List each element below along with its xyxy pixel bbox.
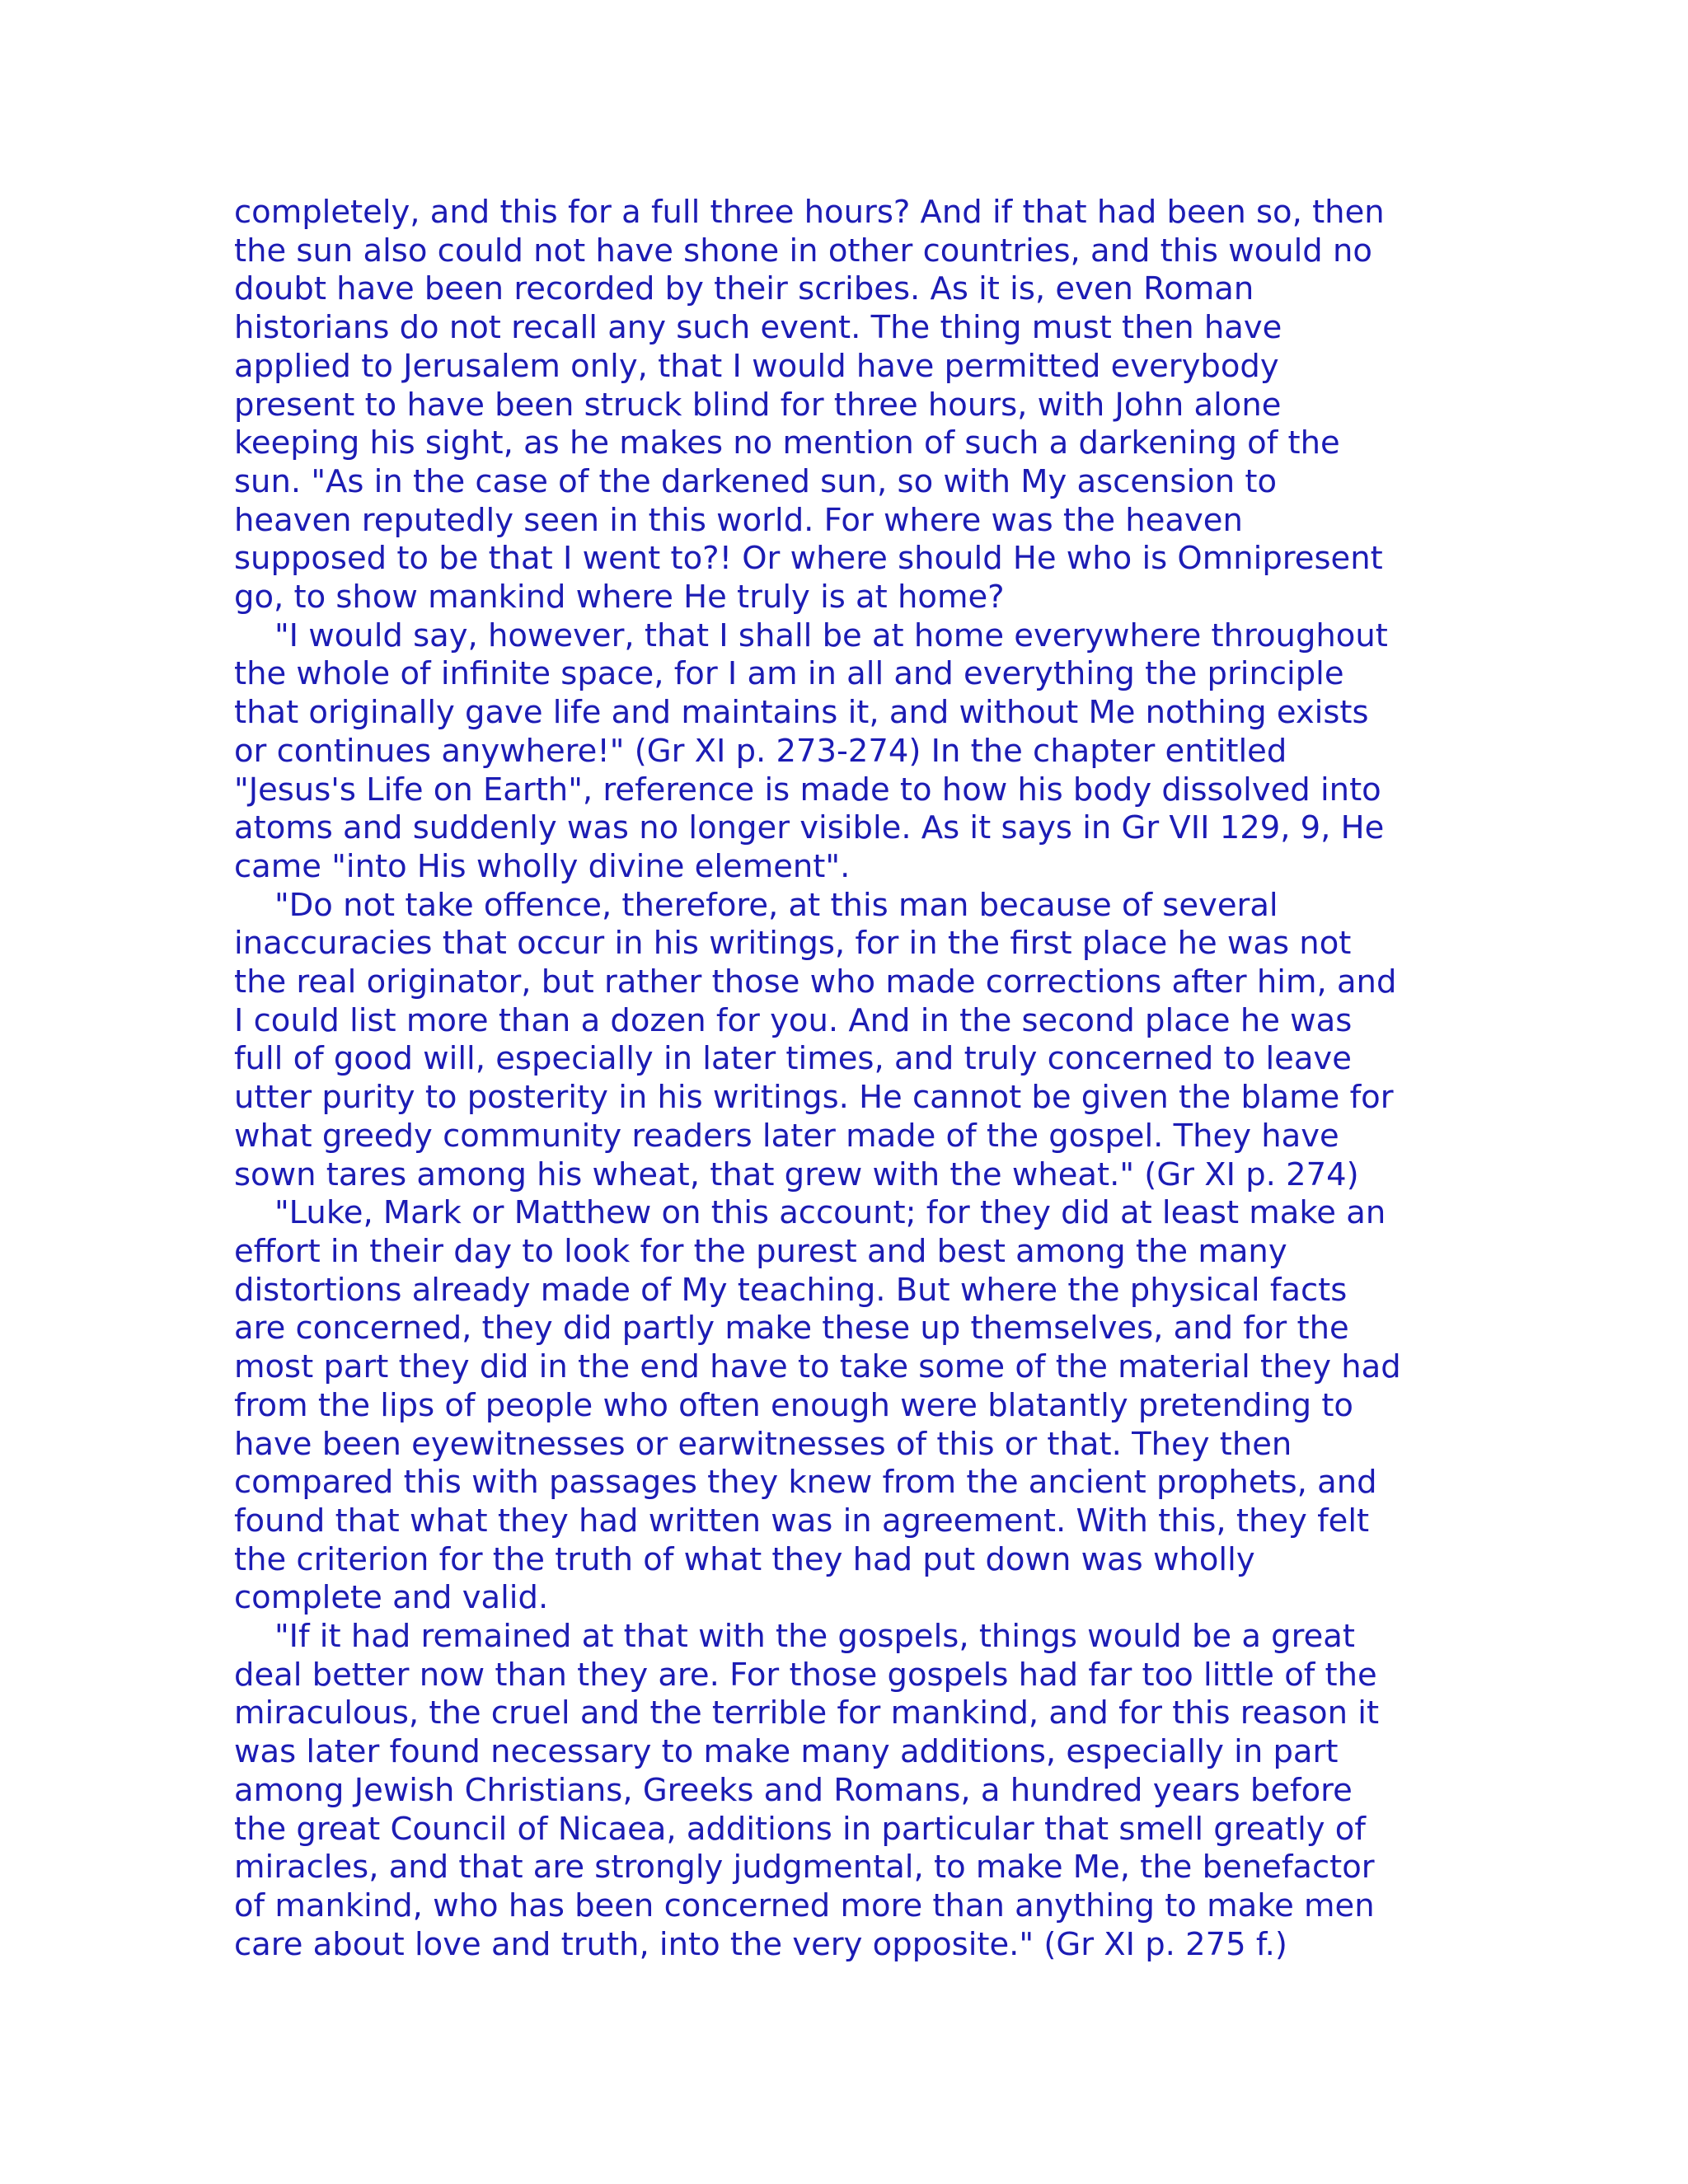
text-line: care about love and truth, into the very opposite." (Gr XI p. 275 f.) (234, 1925, 1287, 1963)
text-line: are concerned, they did partly make these up themselves, and for the (234, 1310, 1349, 1347)
text-line: distortions already made of My teaching. But where the physical facts (234, 1271, 1348, 1309)
text-line: most part they did in the end have to take some of the material they had (234, 1348, 1401, 1386)
text-line: atoms and suddenly was no longer visible. As it says in Gr VII 129, 9, He (234, 809, 1385, 847)
text-line: came "into His wholly divine element". (234, 847, 851, 885)
text-line: compared this with passages they knew from the ancient prophets, and (234, 1464, 1377, 1502)
text-line: I could list more than a dozen for you. And in the second place he was (234, 1001, 1353, 1039)
text-line: miraculous, the cruel and the terrible for mankind, and for this reason it (234, 1694, 1380, 1732)
text-line: have been eyewitnesses or earwitnesses of this or that. They then (234, 1425, 1292, 1463)
text-line: utter purity to posterity in his writings. He cannot be given the blame for (234, 1079, 1394, 1117)
text-line: full of good will, especially in later times, and truly concerned to leave (234, 1040, 1352, 1078)
text-line: applied to Jerusalem only, that I would have permitted everybody (234, 347, 1279, 385)
text-line: what greedy community readers later made of the gospel. They have (234, 1117, 1339, 1155)
text-line: effort in their day to look for the purest and best among the many (234, 1232, 1287, 1270)
text-line: complete and valid. (234, 1579, 549, 1617)
text-line: inaccuracies that occur in his writings, for in the first place he was not (234, 925, 1352, 963)
text-line: "Do not take offence, therefore, at this man because of several (234, 886, 1278, 924)
text-line: the real originator, but rather those who made corrections after him, and (234, 963, 1397, 1001)
text-line: present to have been struck blind for three hours, with John alone (234, 386, 1282, 424)
text-line: of mankind, who has been concerned more than anything to make men (234, 1886, 1375, 1924)
body-text (234, 194, 1470, 1964)
text-line: supposed to be that I went to?! Or where should He who is Omnipresent (234, 540, 1383, 578)
text-line: the criterion for the truth of what they had put down was wholly (234, 1540, 1255, 1578)
text-line: "I would say, however, that I shall be at home everywhere throughout (234, 616, 1388, 654)
text-line: the great Council of Nicaea, additions in particular that smell greatly of (234, 1810, 1366, 1848)
text-line: keeping his sight, as he makes no mention of such a darkening of the (234, 424, 1340, 462)
text-line: found that what they had written was in agreement. With this, they felt (234, 1502, 1370, 1540)
text-line: was later found necessary to make many additions, especially in part (234, 1733, 1339, 1771)
text-line: "If it had remained at that with the gospels, things would be a great (234, 1618, 1355, 1656)
text-line: "Jesus's Life on Earth", reference is made to how his body dissolved into (234, 771, 1381, 808)
text-line: miracles, and that are strongly judgmental, to make Me, the benefactor (234, 1849, 1375, 1886)
text-line: or continues anywhere!" (Gr XI p. 273-274) In the chapter entitled (234, 732, 1287, 770)
text-line: from the lips of people who often enough were blatantly pretending to (234, 1386, 1353, 1424)
text-line: sown tares among his wheat, that grew with the wheat." (Gr XI p. 274) (234, 1155, 1359, 1193)
text-line: doubt have been recorded by their scribes. As it is, even Roman (234, 270, 1254, 308)
text-line: sun. "As in the case of the darkened sun, so with My ascension to (234, 462, 1278, 500)
text-line: the whole of infinite space, for I am in all and everything the principle (234, 655, 1344, 693)
text-line: "Luke, Mark or Matthew on this account; for they did at least make an (234, 1194, 1386, 1232)
text-line: deal better now than they are. For those gospels had far too little of the (234, 1656, 1377, 1694)
text-line: completely, and this for a full three hours? And if that had been so, then (234, 194, 1385, 231)
text-line: among Jewish Christians, Greeks and Romans, a hundred years before (234, 1771, 1353, 1809)
text-line: the sun also could not have shone in other countries, and this would no (234, 232, 1372, 269)
text-line: that originally gave life and maintains it, and without Me nothing exists (234, 694, 1369, 732)
text-line: historians do not recall any such event. The thing must then have (234, 309, 1282, 347)
text-line: heaven reputedly seen in this world. For where was the heaven (234, 501, 1243, 539)
text-line: go, to show mankind where He truly is at home? (234, 579, 1005, 616)
